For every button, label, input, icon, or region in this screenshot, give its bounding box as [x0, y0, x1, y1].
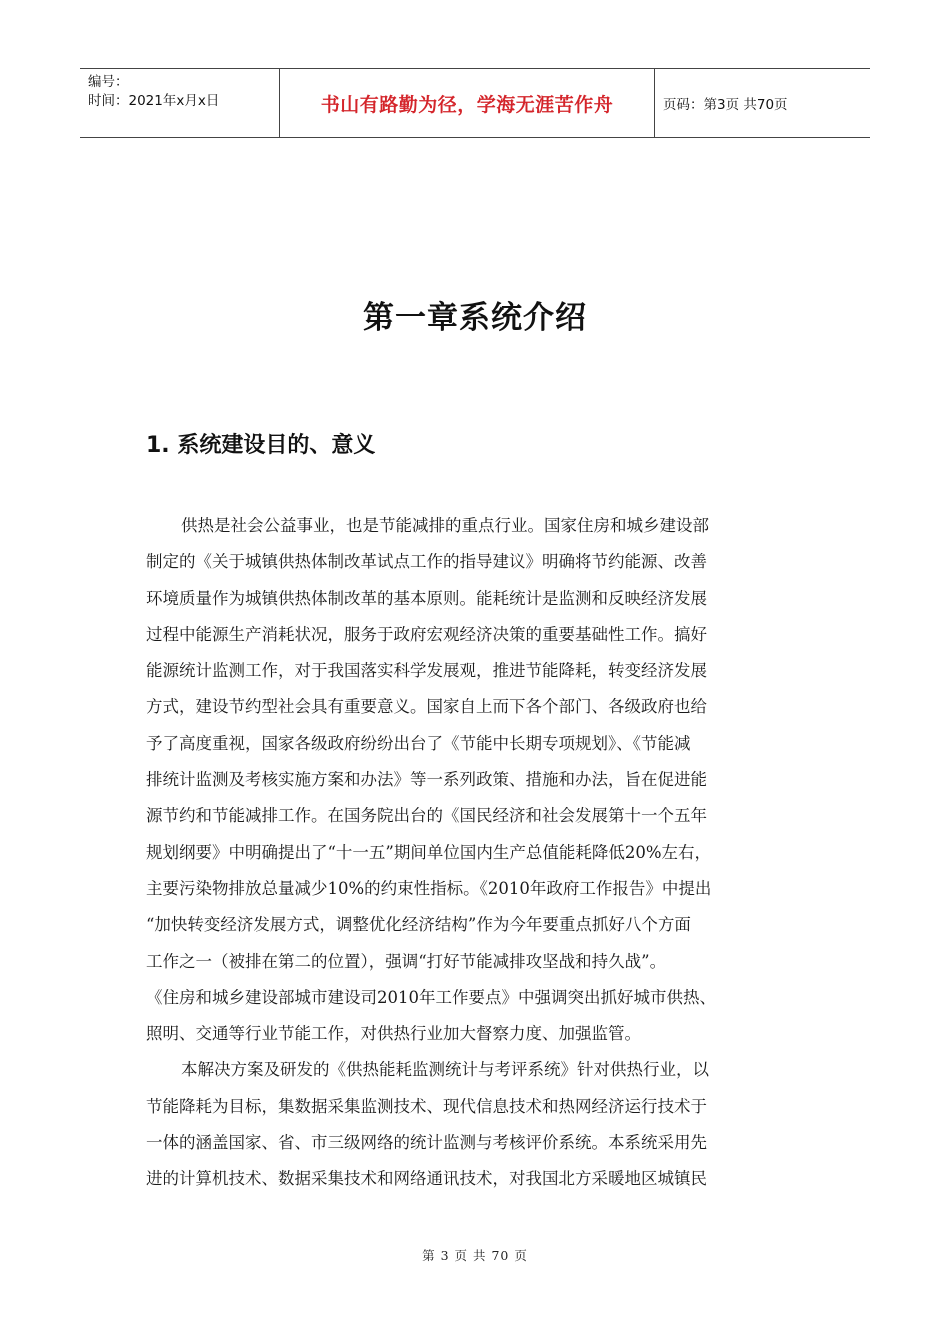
chapter-title: 第一章系统介绍 — [363, 300, 587, 336]
body-line: 方式，建设节约型社会具有重要意义。国家自上而下各个部门、各级政府也给 — [146, 697, 707, 717]
header-page-info: 页码：第3页 共70页 — [663, 97, 788, 113]
header-meta-cell — [80, 69, 280, 137]
header-motto: 书山有路勤为径，学海无涯苦作舟 — [280, 69, 655, 137]
document-date-label: 时间：2021年x月x日 — [88, 93, 220, 109]
body-line: 供热是社会公益事业，也是节能减排的重点行业。国家住房和城乡建设部 — [181, 516, 709, 535]
document-header — [80, 68, 870, 138]
body-line: 《住房和城乡建设部城市建设司2010年工作要点》中强调突出抓好城市供热、 — [146, 987, 716, 1007]
body-line: 主要污染物排放总量减少10%的约束性指标。《2010年政府工作报告》中提出 — [146, 878, 712, 898]
body-text — [146, 508, 810, 1198]
body-line: 一体的涵盖国家、省、市三级网络的统计监测与考核评价系统。本系统采用先 — [146, 1133, 707, 1153]
body-line: 工作之一（被排在第二的位置），强调“打好节能减排攻坚战和持久战”。 — [146, 951, 667, 971]
body-line: 过程中能源生产消耗状况，服务于政府宏观经济决策的重要基础性工作。搞好 — [146, 624, 707, 644]
body-line: 照明、交通等行业节能工作，对供热行业加大督察力度、加强监管。 — [146, 1024, 641, 1044]
body-line: 予了高度重视，国家各级政府纷纷出台了《节能中长期专项规划》、《节能减 — [146, 733, 691, 753]
body-line: 源节约和节能减排工作。在国务院出台的《国民经济和社会发展第十一个五年 — [146, 806, 707, 826]
document-number-label: 编号： — [88, 74, 129, 90]
body-line: 制定的《关于城镇供热体制改革试点工作的指导建议》明确将节约能源、改善 — [146, 552, 707, 572]
section-title: 1. 系统建设目的、意义 — [146, 433, 376, 458]
body-line: 规划纲要》中明确提出了“十一五”期间单位国内生产总值能耗降低20%左右， — [146, 842, 712, 862]
body-line: 进的计算机技术、数据采集技术和网络通讯技术，对我国北方采暖地区城镇民 — [146, 1169, 707, 1189]
body-line: 环境质量作为城镇供热体制改革的基本原则。能耗统计是监测和反映经济发展 — [146, 588, 707, 608]
page-footer: 第 3 页 共 70 页 — [422, 1248, 528, 1263]
body-line: “加快转变经济发展方式，调整优化经济结构”作为今年要重点抓好八个方面 — [146, 915, 691, 935]
body-line: 节能降耗为目标，集数据采集监测技术、现代信息技术和热网经济运行技术于 — [146, 1096, 707, 1116]
body-line: 排统计监测及考核实施方案和办法》等一系列政策、措施和办法，旨在促进能 — [146, 770, 707, 790]
body-line: 本解决方案及研发的《供热能耗监测统计与考评系统》针对供热行业，以 — [181, 1060, 709, 1080]
body-line: 能源统计监测工作，对于我国落实科学发展观，推进节能降耗，转变经济发展 — [146, 661, 707, 681]
